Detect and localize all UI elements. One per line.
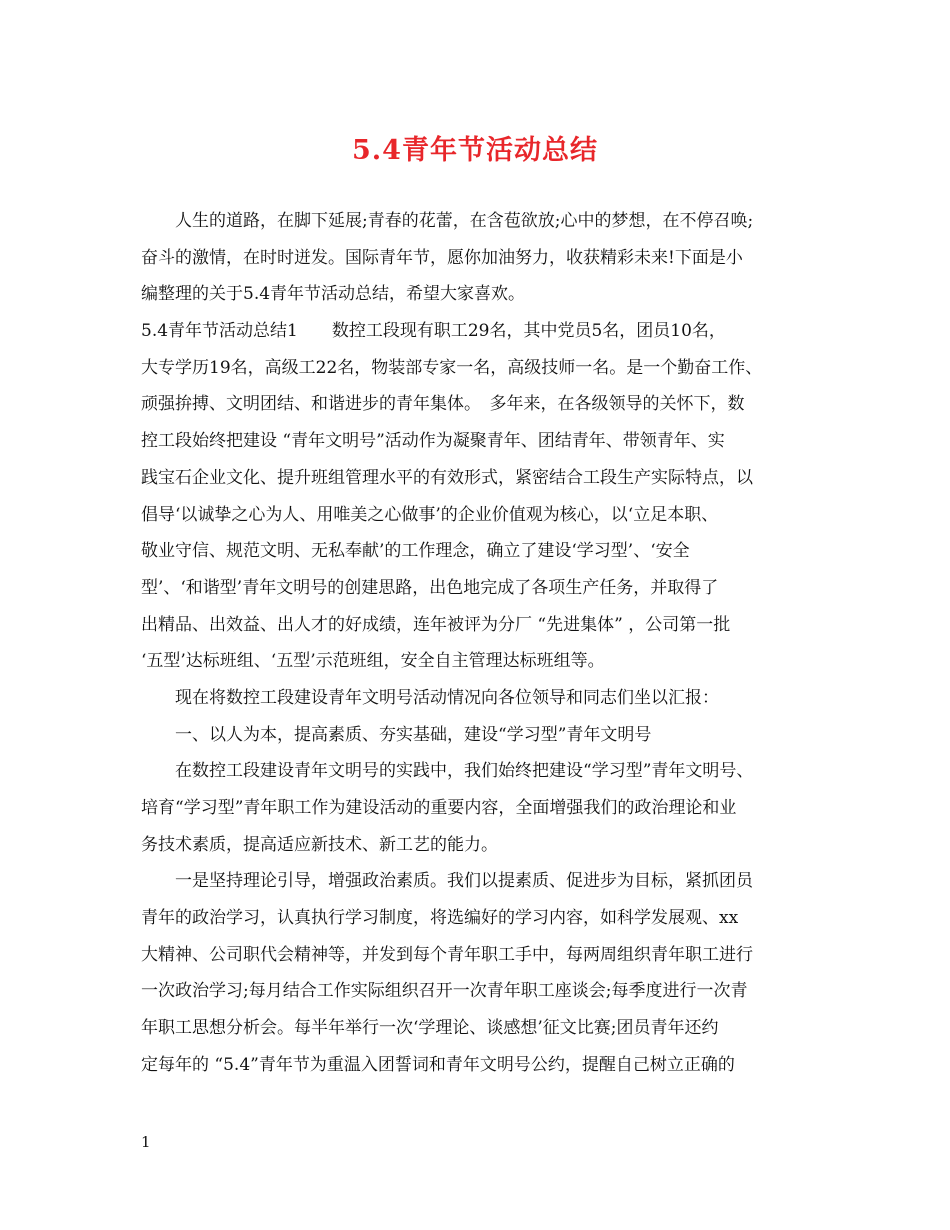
- body-line: 编整理的关于5.4青年节活动总结，希望大家喜欢。: [141, 284, 526, 305]
- body-line: 顽强拚搏、文明团结、和谐进步的青年集体。 多年来，在各级领导的关怀下，数: [141, 394, 745, 415]
- body-line: 年职工思想分析会。每半年举行一次‘学理论、谈感想’征文比赛;团员青年还约: [141, 1018, 719, 1039]
- body-line: 型’、‘和谐型’青年文明号的创建思路，出色地完成了各项生产任务，并取得了: [141, 577, 719, 598]
- document-body: [141, 203, 831, 1084]
- body-line: 一是坚持理论引导，增强政治素质。我们以提素质、促进步为目标，紧抓团员: [175, 871, 753, 892]
- body-line: 大专学历19名，高级工22名，物装部专家一名，高级技师一名。是一个勤奋工作、: [141, 357, 763, 378]
- body-line: 控工段始终把建设 “青年文明号”活动作为凝聚青年、团结青年、带领青年、实: [141, 431, 725, 452]
- body-line: 5.4青年节活动总结1 数控工段现有职工29名，其中党员5名，团员10名，: [141, 321, 726, 342]
- body-line: 敬业守信、规范文明、无私奉献’的工作理念，确立了建设‘学习型’、‘安全: [141, 541, 690, 562]
- body-line: 大精神、公司职代会精神等，并发到每个青年职工手中，每两周组织青年职工进行: [141, 944, 753, 965]
- document-title: 5.4青年节活动总结: [352, 135, 598, 166]
- body-line: 青年的政治学习，认真执行学习制度，将选编好的学习内容，如科学发展观、xx: [141, 908, 739, 929]
- body-line: 培育“学习型”青年职工作为建设活动的重要内容，全面增强我们的政治理论和业: [141, 798, 737, 818]
- body-line: 现在将数控工段建设青年文明号活动情况向各位领导和同志们坐以汇报：: [175, 687, 719, 708]
- body-line: 一次政治学习;每月结合工作实际组织召开一次青年职工座谈会;每季度进行一次青: [141, 981, 748, 1002]
- body-line: 在数控工段建设青年文明号的实践中，我们始终把建设“学习型”青年文明号、: [175, 761, 754, 782]
- body-line: 践宝石企业文化、提升班组管理水平的有效形式，紧密结合工段生产实际特点，以: [141, 467, 753, 488]
- body-line: 人生的道路，在脚下延展;青春的花蕾，在含苞欲放;心中的梦想，在不停召唤;: [175, 211, 754, 231]
- body-line: 奋斗的激情，在时时迸发。国际青年节，愿你加油努力，收获精彩未来!下面是小: [141, 247, 743, 268]
- body-line: 倡导‘以诚挚之心为人、用唯美之心做事’的企业价值观为核心，以‘立足本职、: [141, 504, 719, 525]
- body-line: 出精品、出效益、出人才的好成绩，连年被评为分厂 “先进集体” ，公司第一批: [141, 614, 731, 635]
- body-line: ‘五型’达标班组、‘五型’示范班组，安全自主管理达标班组等。: [141, 651, 605, 672]
- section-heading: 一、以人为本，提高素质、夯实基础，建设“学习型”青年文明号: [175, 724, 652, 745]
- body-line: 务技术素质，提高适应新技术、新工艺的能力。: [141, 834, 498, 855]
- page-number: 1: [141, 1133, 151, 1151]
- body-line: 定每年的 “5.4”青年节为重温入团誓词和青年文明号公约，提醒自己树立正确的: [141, 1054, 735, 1075]
